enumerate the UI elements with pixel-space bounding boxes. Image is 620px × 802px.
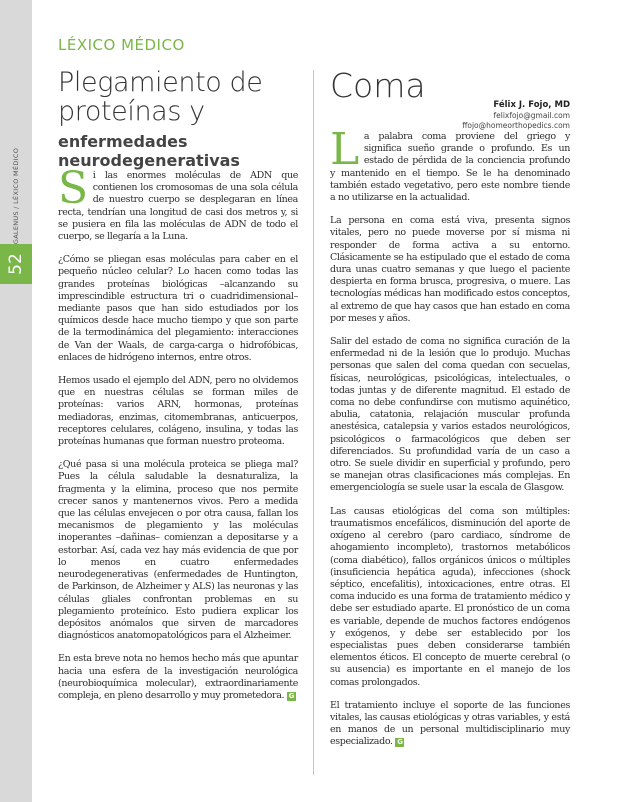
author-email-1: felixfojo@gmail.com bbox=[493, 111, 570, 120]
right-paragraph-4: Las causas etiológicas del coma son múltiples: traumatismos encefálicos, disminución del aporte de oxígeno al cerebro (paro cardiaco, síndrome de ahogamiento incompleto), trastornos metabólicos (coma diabético), fallos orgánicos únicos o múltiples (insuficiencia hepática aguda), infecciones (shock séptico, encefalitis), intoxicaciones, entre otras. El coma inducido es una forma de tratamiento médico y debe ser estudiado aparte. El pronóstico de un coma es variable, depende de muchos factores endógenos y exógenos, y debe ser establecido por los especialistas pues deben considerarse también elementos éticos. El concepto de muerte cerebral (o su ausencia) es importante en el manejo de los comas prolongados. bbox=[330, 505, 570, 688]
page-sidebar bbox=[0, 0, 32, 802]
end-mark-icon: G bbox=[288, 691, 295, 700]
column-divider bbox=[313, 70, 314, 775]
left-dropcap: S bbox=[58, 163, 88, 214]
left-paragraph-5: En esta breve nota no hemos hecho más que apuntar hacia una esfera de la investigación neurológica (neurobioquímica molecular), extraordinariamente compleja, en pleno desarrollo y muy prometedora. G bbox=[58, 653, 298, 701]
right-paragraph-1: La palabra coma proviene del griego y significa sueño grande o profundo. Es un estado de pérdida de la conciencia profundo y mantenido en el tiempo. Se le ha denominado también estado vegetativo, pero este nombre tiende a no utilizarse en la actualidad. bbox=[330, 124, 570, 204]
end-mark-icon: G bbox=[397, 738, 403, 747]
right-article bbox=[330, 68, 570, 760]
right-dropcap: L bbox=[330, 124, 359, 175]
left-paragraph-2: ¿Cómo se pliegan esas moléculas para caber en el pequeño núcleo celular? Lo hacen como todas las grandes proteínas biológicas –alcanzando su imprescindible estructura tri o cuadridimensional– mediante pasos que han sido estudiados por los químicos desde hace mucho tiempo y que son parte de la termodinámica del plegamiento: interacciones de Van der Waals, de carga-carga o hidrofóbicas, enlaces de hidrógeno internos, entre otros. bbox=[58, 254, 298, 363]
section-label: LÉXICO MÉDICO bbox=[58, 36, 185, 54]
right-paragraph-3: Salir del estado de coma no significa curación de la enfermedad ni de la lesión que lo produjo. Muchas personas que salen del coma quedan con secuelas, físicas, neurológicas, psicológicas, intelectuales, o todas juntas y de diferente magnitud. El estado de coma no debe confundirse con mutismo aquinético, abulia, catatonia, relajación muscular profunda anestésica, catalepsia y varios estados neurológicos, psicológicos o farmacológicos que deben ser diferenciados. Su profundidad varía de un caso a otro. Se suele dividir en superficial y profundo, pero se manejan otras clasificaciones más complejas. En emergenciología se suele usar la escala de Glasgow. bbox=[330, 336, 570, 494]
right-paragraph-5: El tratamiento incluye el soporte de las funciones vitales, las causas etiológicas y otras variables, y está en manos de un personal multidisciplinario muy especializado. G bbox=[330, 699, 570, 748]
left-article-subtitle: enfermedades neurodegenerativas bbox=[58, 132, 240, 170]
left-paragraph-3: Hemos usado el ejemplo del ADN, pero no olvidemos que en nuestras células se forman miles de proteínas: varios ARN, hormonas, proteínas mediadoras, enzimas, citomembranas, anticuerpos, receptores celulares, colágeno, insulina, y todas las proteínas humanas que forman nuestro proteoma. bbox=[58, 375, 298, 448]
page-number: 52 bbox=[6, 253, 26, 275]
left-article-title: Plegamiento de proteínas y bbox=[58, 67, 263, 127]
author-email-2: ffojo@homeorthopedics.com bbox=[462, 121, 570, 130]
right-article-title: Coma bbox=[330, 66, 426, 105]
left-paragraph-1: Si las enormes moléculas de ADN que contienen los cromosomas de una sola célula de nuestro cuerpo se desplegaran en línea recta, tendrían una longitud de casi dos metros y, si se pusiera en fila las moléculas de ADN de todo el cuerpo, se llegaría a la Luna. bbox=[58, 163, 298, 243]
right-paragraph-2: La persona en coma está viva, presenta signos vitales, pero no puede moverse por sí misma ni responder de forma activa a su entorno. Clásicamente se ha estipulado que el estado de coma dura unas cuatro semanas y que luego el paciente despierta en forma brusca, progresiva, o muere. Las tecnologías médicas han modificado estos conceptos, al extremo de que hay casos que han estado en coma por meses y años. bbox=[330, 215, 570, 324]
page-number-box bbox=[0, 244, 32, 284]
left-article bbox=[58, 68, 298, 713]
author-name: Félix J. Fojo, MD bbox=[493, 100, 570, 110]
left-paragraph-4: ¿Qué pasa si una molécula proteica se pliega mal? Pues la célula saludable la desnaturaliza, la fragmenta y la elimina, proceso que nos permite crecer sanos y mantenernos vivos. Pero a medida que las células envejecen o por otra causa, fallan los mecanismos de plegamiento y las moléculas inoperantes –dañinas– comienzan a depositarse y a estorbar. Así, cada vez hay más evidencia de que por lo menos en cuatro enfermedades neurodegenerativas (enfermedades de Huntington, de Parkinson, de Alzheimer y ALS) las neuronas y las células gliales confrontan problemas en su plegamiento proteínico. Esto pudiera explicar los depósitos anómalos que sirven de marcadores diagnósticos anatomopatológicos para el Alzheimer. bbox=[58, 459, 298, 642]
sidebar-running-head: GALENUS / LÉXICO MÉDICO bbox=[12, 147, 20, 245]
